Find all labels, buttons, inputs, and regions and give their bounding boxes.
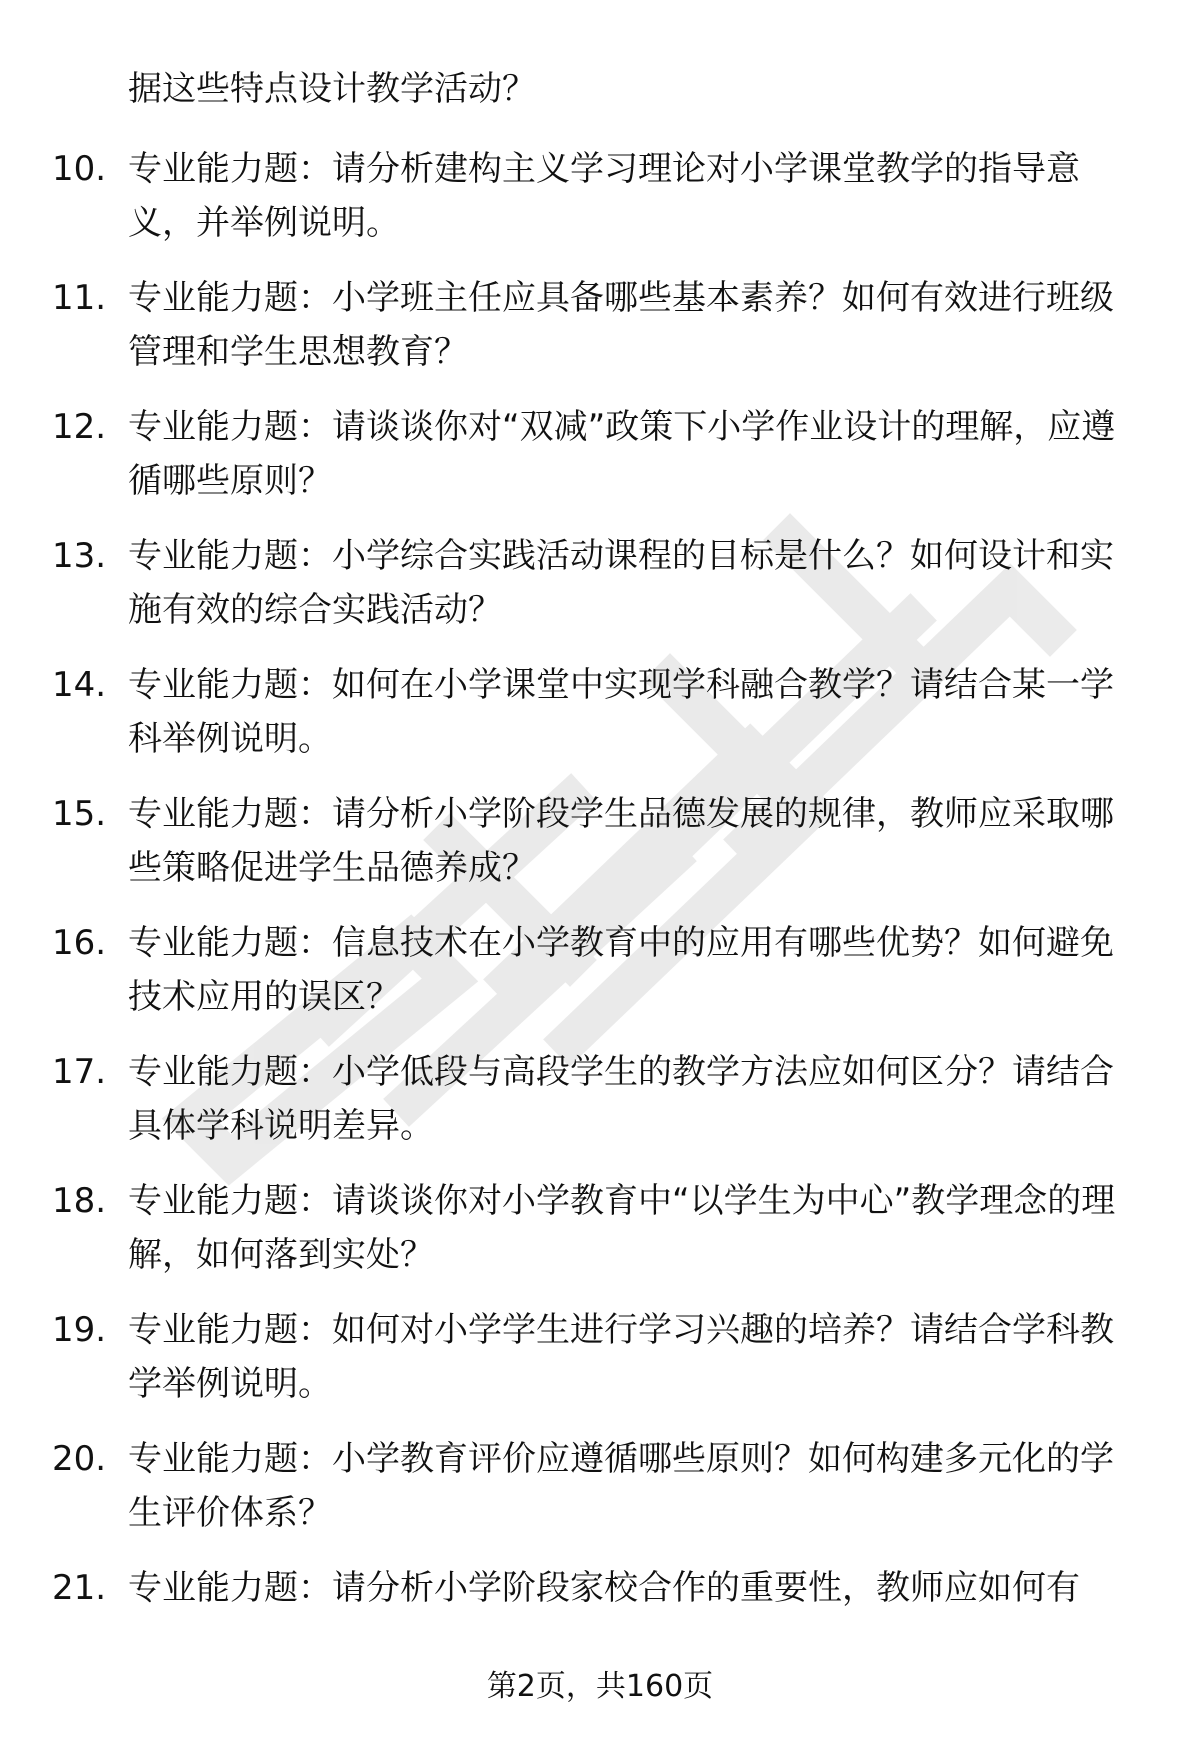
question-number: 13. <box>52 536 107 576</box>
question-text: 专业能力题：请分析小学阶段学生品德发展的规律，教师应采取哪些策略促进学生品德养成？ <box>128 794 1114 888</box>
question-number: 15. <box>52 794 107 834</box>
question-item <box>0 271 1200 397</box>
question-item <box>0 400 1200 526</box>
question-item <box>0 1045 1200 1171</box>
question-number: 19. <box>52 1310 107 1350</box>
question-text: 专业能力题：请谈谈你对小学教育中“以学生为中心”教学理念的理解，如何落到实处？ <box>128 1181 1116 1275</box>
question-item <box>0 142 1200 268</box>
question-number: 17. <box>52 1052 107 1092</box>
page-number-footer: 第2页，共160页 <box>486 1669 714 1704</box>
question-number: 21. <box>52 1568 107 1608</box>
question-text: 专业能力题：如何对小学学生进行学习兴趣的培养？请结合学科教学举例说明。 <box>128 1310 1114 1404</box>
question-text: 专业能力题：请谈谈你对“双减”政策下小学作业设计的理解，应遵循哪些原则？ <box>128 407 1116 501</box>
question-number: 18. <box>52 1181 107 1221</box>
question-text: 专业能力题：小学班主任应具备哪些基本素养？如何有效进行班级管理和学生思想教育？ <box>128 278 1114 372</box>
question-text: 专业能力题：请分析建构主义学习理论对小学课堂教学的指导意义，并举例说明。 <box>128 149 1080 243</box>
question-text: 专业能力题：如何在小学课堂中实现学科融合教学？请结合某一学科举例说明。 <box>128 665 1114 759</box>
question-list <box>0 142 1200 1690</box>
question-number: 20. <box>52 1439 107 1479</box>
question-text: 专业能力题：信息技术在小学教育中的应用有哪些优势？如何避免技术应用的误区？ <box>128 923 1114 1017</box>
question-item <box>0 787 1200 913</box>
question-number: 16. <box>52 923 107 963</box>
question-number: 10. <box>52 149 107 189</box>
question-text: 专业能力题：小学低段与高段学生的教学方法应如何区分？请结合具体学科说明差异。 <box>128 1052 1114 1146</box>
question-item <box>0 529 1200 655</box>
question-item <box>0 658 1200 784</box>
question-item <box>0 1174 1200 1300</box>
question-text: 专业能力题：请分析小学阶段家校合作的重要性，教师应如何有 <box>128 1568 1080 1608</box>
question-number: 12. <box>52 407 107 447</box>
continuation-text: 据这些特点设计教学活动？ <box>128 69 536 109</box>
question-text: 专业能力题：小学教育评价应遵循哪些原则？如何构建多元化的学生评价体系？ <box>128 1439 1114 1533</box>
question-item <box>0 1303 1200 1429</box>
question-item <box>0 916 1200 1042</box>
question-number: 11. <box>52 278 107 318</box>
question-text: 专业能力题：小学综合实践活动课程的目标是什么？如何设计和实施有效的综合实践活动？ <box>128 536 1114 630</box>
question-number: 14. <box>52 665 107 705</box>
question-item <box>0 1432 1200 1558</box>
